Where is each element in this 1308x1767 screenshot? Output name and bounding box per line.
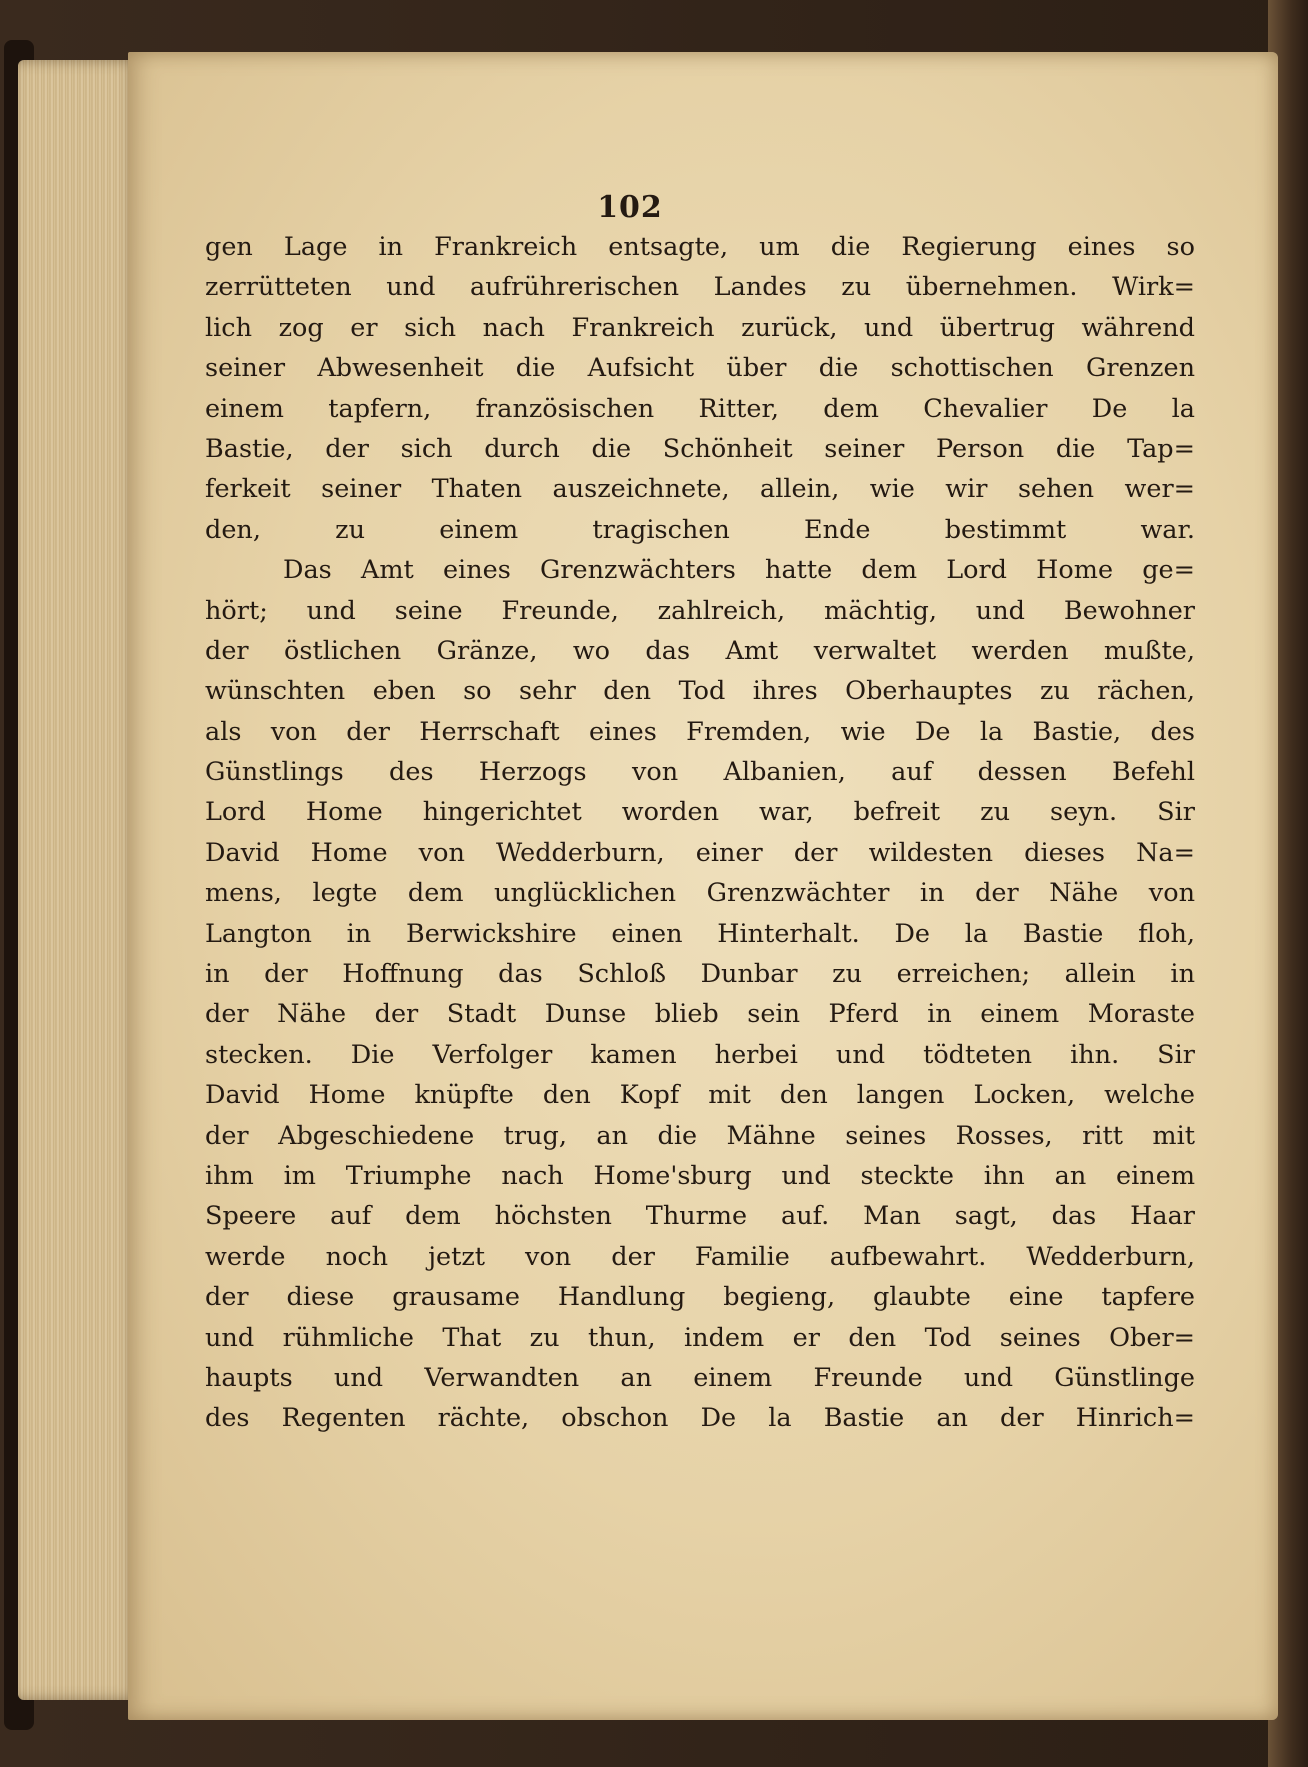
text-line: und rühmliche That zu thun, indem er den Tod seines Ober= <box>205 1322 1195 1353</box>
text-line: des Regenten rächte, obschon De la Bastie an der Hinrich= <box>205 1403 1195 1434</box>
text-line: der Abgeschiedene trug, an die Mähne seines Rosses, ritt mit <box>205 1120 1195 1151</box>
text-line: hört; und seine Freunde, zahlreich, mächtig, und Bewohner <box>205 595 1195 626</box>
text-line: stecken. Die Verfolger kamen herbei und tödteten ihn. Sir <box>205 1039 1195 1070</box>
text-line: Günstlings des Herzogs von Albanien, auf dessen Befehl <box>205 757 1195 788</box>
text-line: Speere auf dem höchsten Thurme auf. Man sagt, das Haar <box>205 1201 1195 1232</box>
page-text-block <box>205 227 1195 1439</box>
text-line: Das Amt eines Grenzwächters hatte dem Lord Home ge= <box>283 555 1195 586</box>
text-line: Lord Home hingerichtet worden war, befreit zu seyn. Sir <box>205 797 1195 828</box>
text-line: haupts und Verwandten an einem Freunde und Günstlinge <box>205 1362 1195 1393</box>
text-line: der diese grausame Handlung begieng, glaubte eine tapfere <box>205 1282 1195 1313</box>
text-line: Bastie, der sich durch die Schönheit seiner Person die Tap= <box>205 433 1195 464</box>
text-line: in der Hoffnung das Schloß Dunbar zu erreichen; allein in <box>205 959 1195 990</box>
text-line: zerrütteten und aufrührerischen Landes zu übernehmen. Wirk= <box>205 272 1195 303</box>
text-line: ihm im Triumphe nach Home'sburg und steckte ihn an einem <box>205 1160 1195 1191</box>
text-line: mens, legte dem unglücklichen Grenzwächter in der Nähe von <box>205 878 1195 909</box>
text-line: lich zog er sich nach Frankreich zurück, und übertrug während <box>205 312 1195 343</box>
text-line: werde noch jetzt von der Familie aufbewahrt. Wedderburn, <box>205 1241 1195 1272</box>
text-line: der östlichen Gränze, wo das Amt verwaltet werden mußte, <box>205 635 1195 666</box>
page-number: 102 <box>597 190 663 225</box>
text-line: als von der Herrschaft eines Fremden, wie De la Bastie, des <box>205 716 1195 747</box>
text-line: David Home knüpfte den Kopf mit den langen Locken, welche <box>205 1080 1195 1111</box>
text-line: einem tapfern, französischen Ritter, dem Chevalier De la <box>205 393 1195 424</box>
stacked-page-edges <box>18 60 138 1700</box>
text-line: gen Lage in Frankreich entsagte, um die Regierung eines so <box>205 232 1195 262</box>
text-line: wünschten eben so sehr den Tod ihres Oberhauptes zu rächen, <box>205 676 1195 707</box>
text-line: den, zu einem tragischen Ende bestimmt war. <box>205 514 1195 545</box>
text-line: der Nähe der Stadt Dunse blieb sein Pferd in einem Moraste <box>205 999 1195 1030</box>
text-line: David Home von Wedderburn, einer der wildesten dieses Na= <box>205 837 1195 868</box>
text-line: ferkeit seiner Thaten auszeichnete, allein, wie wir sehen wer= <box>205 474 1195 505</box>
text-line: seiner Abwesenheit die Aufsicht über die schottischen Grenzen <box>205 353 1195 384</box>
text-line: Langton in Berwickshire einen Hinterhalt. De la Bastie floh, <box>205 918 1195 949</box>
